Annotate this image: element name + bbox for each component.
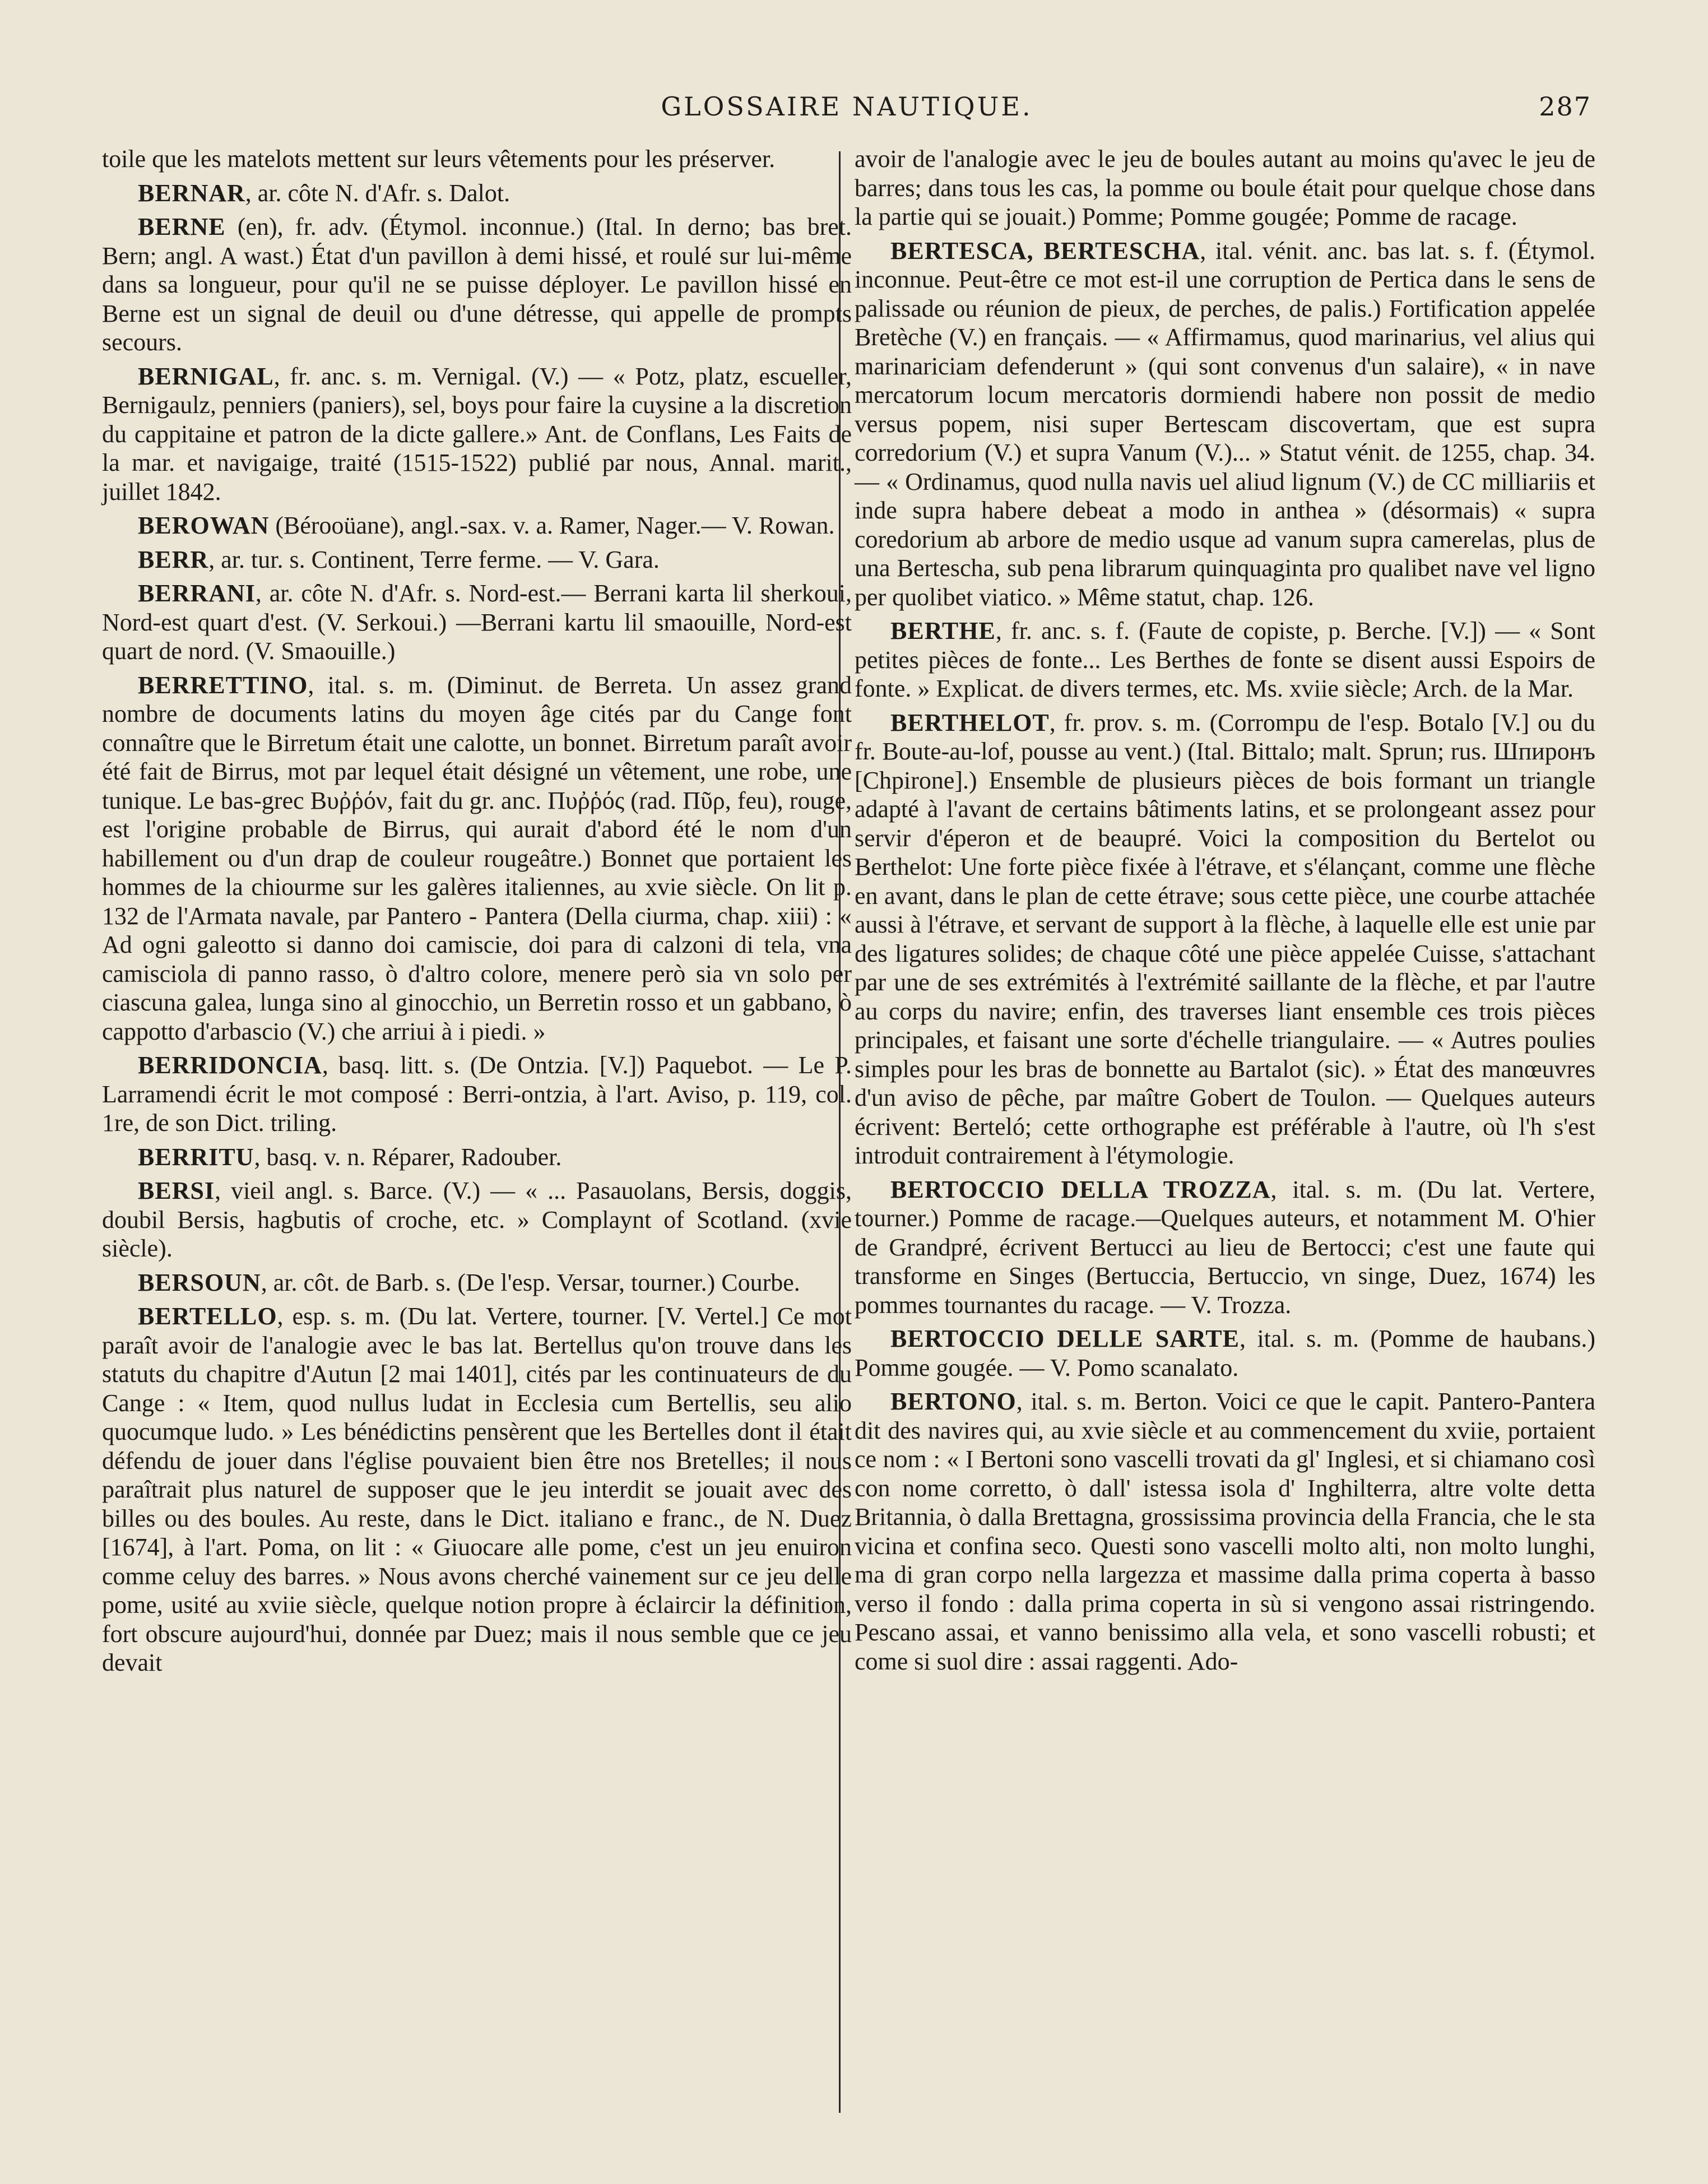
entry-text: , ital. s. m. (Pomme de haubans.) Pomme gougée. — V. Pomo scanalato. [855,1325,1596,1381]
entry-bernigal [102,362,852,507]
entry-text: , fr. prov. s. m. (Corrompu de l'esp. Botalo [V.] ou du fr. Boute-au-lof, pousse au vent.) (Ital. Bittalo; malt. Sprun; rus. Шпиронъ [Chpirone].) Ensemble de plusieurs pièces de bois formant un triangle adapté à l'avant de certains bâtiments latins, et se prolongeant assez pour servir d'éperon et de beaupré. Voici la composition du Bertelot ou Berthelot: Une forte pièce fixée à l'étrave, et s'élançant, comme une flèche en avant, dans le plan de cette étrave; sous cette pièce, une courbe attachée aussi à l'étrave, et servant de support à la flèche, à laquelle elle est unie par des ligatures solides; de chaque côté une pièce appelée Cuisse, s'attachant par une de ses extrémités à l'extrémité saillante de la flèche, et par l'autre au corps du navire; enfin, des traverses liant ensemble ces trois pièces principales, et faisant une sorte d'échelle triangulaire. — « Autres poulies simples pour les bras de bonnette au Bartalot (sic). » État des manœuvres d'un aviso de pêche, par maître Gobert de Toulon. — Quelques auteurs écrivent: Berteló; cette orthographe est préférable à l'autre, où l'h s'est introduit contrairement à l'étymologie. [855,708,1595,1169]
headword: BERRANI [138,579,256,607]
left-column [102,145,852,1682]
headword: BERRITU [138,1143,254,1171]
page-header [102,87,1591,132]
entry-berrani [102,579,852,666]
entry-berr [102,545,852,574]
entry-berritu [102,1143,852,1172]
entry-text: (Bérooüane), angl.-sax. v. a. Ramer, Nager.— V. Rowan. [269,512,835,539]
headword: BERTESCA, BERTESCHA [890,237,1200,265]
entry-berne [102,212,852,357]
entry-text: , fr. anc. s. f. (Faute de copiste, p. Berche. [V.]) — « Sont petites pièces de fonte... Les Berthes de fonte se disent aussi Espoirs de fonte. » Explicat. de divers termes, etc. Ms. xviie siècle; Arch. de la Mar. [855,617,1595,702]
entry-text: , basq. litt. s. (De Ontzia. [V.]) Paquebot. — Le P. Larramendi écrit le mot composé : Berri-ontzia, à l'art. Aviso, p. 119, col. 1re, de son Dict. triling. [102,1051,852,1137]
entry-text: toile que les matelots mettent sur leurs vêtements pour les préserver. [102,145,776,173]
entry-text: , ital. s. m. (Du lat. Vertere, tourner.) Pomme de racage.—Quelques auteurs, et notamment M. O'hier de Grandpré, écrivent Bertucci au lieu de Bertocci; c'est une faute qui transforme en Singes (Bertuccia, Bertuccio, vn singe, Duez, 1674) les pommes tournantes du racage. — V. Trozza. [855,1175,1595,1319]
entry-bertono [855,1387,1595,1676]
headword: BERTOCCIO DELLA TROZZA [890,1175,1271,1203]
headword: BERNIGAL [138,362,274,390]
headword: BERTELLO [138,1302,277,1330]
entry-text: , ar. tur. s. Continent, Terre ferme. — V. Gara. [208,545,660,573]
headword: BERTONO [890,1388,1017,1415]
entry-continuation [855,145,1595,231]
entry-text: , ar. côte N. d'Afr. s. Dalot. [245,179,510,207]
right-column [855,145,1595,1681]
headword: BERSOUN [138,1268,261,1296]
entry-text: , ital. vénit. anc. bas lat. s. f. (Étymol. inconnue. Peut-être ce mot est-il une corruption de Pertica dans le sens de palissade ou réunion de pieux, de perches, de palis.) Fortification appelée Bretèche (V.) en français. — « Affirmamus, quod marinarius, vel alius qui marinariciam defenderunt » (qui sont convenus d'un salaire), « in nave mercatorum locum mercatoris dormiendi habere non possit de medio versus popem, nisi super Bertescam discovertam, que est supra corredorium (V.) et supra Vanum (V.)... » Statut vénit. de 1255, chap. 34. — « Ordinamus, quod nulla navis uel aliud lignum (V.) de CC milliariis et inde supra habere debeat a modo in anthea » (désormais) « supra coredorium ab arbore de medio usque ad vanum supra camerelas, plus de una Bertescha, sub pena librarum quinquaginta pro qualibet nave vel ligno per quolibet viatico. » Même statut, chap. 126. [855,237,1595,611]
headword: BERTOCCIO DELLE SARTE [890,1325,1240,1352]
headword: BERR [138,545,209,573]
entry-text: , esp. s. m. (Du lat. Vertere, tourner. [V. Vertel.] Ce mot paraît avoir de l'analogie avec le bas lat. Bertellus qu'on trouve dans les statuts du chapitre d'Autun [2 mai 1401], cités par les continuateurs de du Cange : « Item, quod nullus ludat in Ecclesia cum Bertellis, seu alio quocumque ludo. » Les bénédictins pensèrent que les Bertelles dont il était défendu de jouer dans l'église pouvaient bien être nos Bretelles; il nous paraîtrait plus naturel de supposer que le jeu interdit se jouait avec des billes ou des boules. Au reste, dans le Dict. italiano e franc., de N. Duez [1674], à l'art. Poma, on lit : « Giuocare alle pome, c'est un jeu enuiron comme celuy des barres. » Nous avons cherché vainement sur ce jeu delle pome, usité au xviie siècle, quelque notion propre à éclaircir la définition, fort obscure aujourd'hui, donnée par Duez; mais il nous semble que ce jeu devait [102,1302,852,1676]
entry-text: , ital. s. m. (Diminut. de Berreta. Un assez grand nombre de documents latins du moyen âge cités par du Cange font connaître que le Birretum était une calotte, un bonnet. Birretum paraît avoir été fait de Birrus, mot par lequel était désigné un vêtement, une robe, une tunique. Le bas-grec Βυῤῥόν, fait du gr. anc. Πυῤῥός (rad. Πῦρ, feu), rouge, est l'origine probable de Birrus, qui aurait d'abord été le nom d'un habillement ou d'un drap de couleur rougeâtre.) Bonnet que portaient les hommes de la chiourme sur les galères italiennes, au xvie siècle. On lit p. 132 de l'Armata navale, par Pantero - Pantera (Della ciurma, chap. xiii) : « Ad ogni galeotto si danno doi camiscie, doi para di calzoni di tela, vna camisciola di panno rasso, ò d'altro colore, menere però sia vn solo per ciascuna galea, lunga sino al ginocchio, un Berretin rosso et un gabbano, ò cappotto d'arbascio (V.) che arriui à i piedi. » [102,671,852,1045]
entry-bertesca [855,237,1595,612]
headword: BERRETTINO [138,671,308,699]
entry-bertello [102,1302,852,1677]
entry-berridoncia [102,1051,852,1138]
entry-text: , ar. côt. de Barb. s. (De l'esp. Versar, tourner.) Courbe. [261,1268,800,1296]
entry-text: , ital. s. m. Berton. Voici ce que le capit. Pantero-Pantera dit des navires qui, au xvie siècle et au commencement du xviie, portaient ce nom : « I Bertoni sono vascelli trovati da gl' Inglesi, et si chiamano così con nome corretto, ò dall' istessa isola d' Inghilterra, altre volte detta Britannia, ò dalla Brettagna, grossissima provincia della Francia, che le sta vicina et confina seco. Questi sono vascelli molto alti, non molto lunghi, ma di gran corpo nella largezza et massime dalla prima coperta à basso verso il fondo : dalla prima coperta in sù si vengono assai ristringendo. Pescano assai, et vanno benissimo alla vela, et sono vascelli robusti; et come si suol dire : assai raggenti. Ado- [855,1388,1595,1675]
entry-continuation [102,145,852,174]
headword: BERNE [138,213,226,240]
entry-bertoccio-delle-sarte [855,1324,1595,1382]
headword: BERTHE [890,617,996,644]
headword: BERRIDONCIA [138,1051,322,1079]
entry-berrettino [102,671,852,1046]
headword: BERSI [138,1177,215,1204]
entry-text: avoir de l'analogie avec le jeu de boules autant au moins qu'avec le jeu de barres; dans tous les cas, la pomme ou boule était pour quelque chose dans la partie qui se jouait.) Pomme; Pomme gougée; Pomme de racage. [855,145,1595,230]
entry-text: (en), fr. adv. (Étymol. inconnue.) (Ital. In derno; bas bret. Bern; angl. A wast.) État d'un pavillon à demi hissé, et roulé sur lui-même dans sa longueur, pour qu'il ne se puisse déployer. Le pavillon hissé en Berne est un signal de deuil ou d'une détresse, qui appelle de prompts secours. [102,213,852,356]
entry-bertoccio-della-trozza [855,1175,1595,1320]
headword: BERTHELOT [890,708,1050,736]
entry-bernar [102,179,852,208]
entry-text: , basq. v. n. Réparer, Radouber. [254,1143,562,1171]
entry-text: , vieil angl. s. Barce. (V.) — « ... Pasauolans, Bersis, doggis, doubil Bersis, hagbutis of croche, etc. » Complaynt of Scotland. (xvie siècle). [102,1177,852,1262]
headword: BEROWAN [138,512,270,539]
headword: BERNAR [138,179,245,207]
running-title: GLOSSAIRE NAUTIQUE. [661,91,1033,122]
entry-text: , fr. anc. s. m. Vernigal. (V.) — « Potz, platz, escueller, Bernigaulz, penniers (paniers), sel, boys pour faire la cuysine a la discretion du cappitaine et patron de la dicte gallere.» Ant. de Conflans, Les Faits de la mar. et navigaige, traité (1515-1522) publié par nous, Annal. marit., juillet 1842. [102,362,852,506]
entry-bersoun [102,1268,852,1297]
entry-berowan [102,511,852,540]
entry-berthe [855,616,1595,703]
page-number: 287 [1539,91,1591,122]
entry-berthelot [855,708,1595,1170]
entry-text: , ar. côte N. d'Afr. s. Nord-est.— Berrani karta lil sherkoui, Nord-est quart d'est. (V. Serkoui.) —Berrani kartu lil smaouille, Nord-est quart de nord. (V. Smaouille.) [102,579,852,665]
entry-bersi [102,1176,852,1263]
